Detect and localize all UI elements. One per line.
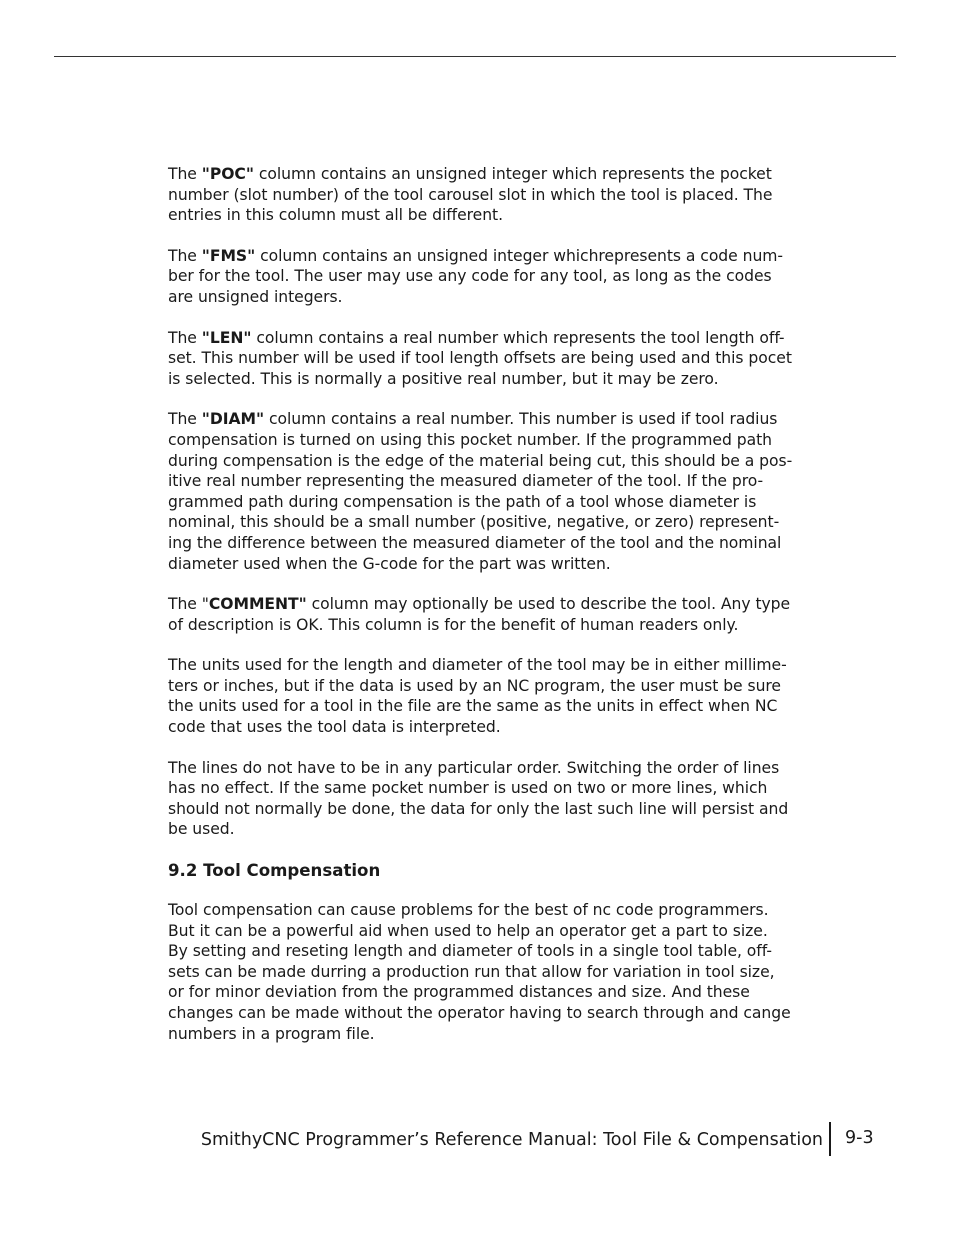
paragraph-len [168, 328, 790, 390]
text-run: The [168, 246, 202, 265]
paragraph-line: code that uses the tool data is interpreted. [168, 718, 501, 737]
paragraph-line: nominal, this should be a small number (positive, negative, or zero) represent- [168, 513, 780, 532]
paragraph-line: should not normally be done, the data for only the last such line will persist and [168, 799, 789, 818]
paragraph-line: the units used for a tool in the file are the same as the units in effect when NC [168, 697, 778, 716]
page-content [168, 164, 793, 1064]
paragraph-line: changes can be made without the operator having to search through and cange [168, 1004, 791, 1022]
paragraph-line: itive real number representing the measured diameter of the tool. If the pro- [168, 472, 764, 491]
paragraph-line: be used. [168, 820, 235, 839]
paragraph-line: set. This number will be used if tool length offsets are being used and this pocet [168, 349, 792, 368]
paragraph-line: compensation is turned on using this pocket number. If the programmed path [168, 430, 772, 449]
paragraph-line: has no effect. If the same pocket number is used on two or more lines, which [168, 779, 768, 798]
paragraph-line [168, 328, 790, 349]
section-heading: 9.2 Tool Compensation [168, 861, 381, 881]
paragraph-diam [168, 409, 793, 574]
paragraph-line: The lines do not have to be in any particular order. Switching the order of lines [168, 758, 780, 777]
paragraph-line: ber for the tool. The user may use any code for any tool, as long as the codes [168, 267, 772, 286]
paragraph-line [168, 594, 790, 615]
paragraph-line: is selected. This is normally a positive real number, but it may be zero. [168, 369, 719, 388]
term-len: "LEN" [201, 328, 252, 347]
text-run: column contains an unsigned integer which represents the pocket [253, 165, 772, 183]
text-run: The [168, 165, 202, 183]
paragraph-line: of description is OK. This column is for the benefit of human readers only. [168, 615, 739, 634]
page-number: 9-3 [845, 1128, 874, 1148]
paragraph-line: are unsigned integers. [168, 287, 343, 306]
paragraph-line: The units used for the length and diameter of the tool may be in either millime- [168, 656, 787, 675]
paragraph-line: But it can be a powerful aid when used to help an operator get a part to size. [168, 921, 768, 940]
paragraph-line: diameter used when the G-code for the part was written. [168, 554, 611, 573]
paragraph-line: ters or inches, but if the data is used by an NC program, the user must be sure [168, 676, 781, 695]
text-run: The [168, 410, 202, 429]
text-run: column contains a real number which represents the tool length off- [251, 328, 785, 347]
paragraph-units [168, 655, 790, 737]
paragraph-line: numbers in a program file. [168, 1024, 375, 1043]
term-poc: "POC" [201, 165, 254, 183]
paragraph-line: or for minor deviation from the programmed distances and size. And these [168, 983, 750, 1002]
term-comment: COMMENT" [208, 595, 307, 614]
paragraph-line [168, 409, 790, 430]
footer-title: SmithyCNC Programmer’s Reference Manual: Tool File & Compensation [200, 1130, 823, 1150]
paragraph-line: during compensation is the edge of the material being cut, this should be a pos- [168, 451, 793, 470]
text-run: The " [168, 595, 209, 614]
paragraph-line: sets can be made durring a production run that allow for variation in tool size, [168, 962, 775, 981]
term-fms: "FMS" [201, 246, 256, 265]
paragraph-line: ing the difference between the measured diameter of the tool and the nominal [168, 533, 782, 552]
paragraph-line-order [168, 758, 790, 840]
paragraph-tool-compensation [168, 900, 790, 1044]
text-run: The [168, 328, 202, 347]
paragraph-line: By setting and reseting length and diameter of tools in a single tool table, off- [168, 942, 772, 961]
text-run: column contains an unsigned integer whichrepresents a code num- [255, 246, 783, 265]
paragraph-fms [168, 246, 790, 308]
paragraph-poc [168, 164, 790, 226]
paragraph-line: Tool compensation can cause problems for the best of nc code programmers. [168, 901, 769, 920]
paragraph-line: entries in this column must all be different. [168, 206, 504, 225]
text-run: column contains a real number. This number is used if tool radius [264, 410, 778, 429]
paragraph-comment [168, 594, 790, 635]
header-rule [54, 56, 896, 57]
term-diam: "DIAM" [201, 410, 265, 429]
paragraph-line [168, 246, 790, 267]
text-run: column may optionally be used to describe the tool. Any type [306, 595, 791, 614]
footer-divider [829, 1122, 831, 1156]
paragraph-line: number (slot number) of the tool carousel slot in which the tool is placed. The [168, 185, 773, 204]
paragraph-line: grammed path during compensation is the path of a tool whose diameter is [168, 492, 757, 511]
paragraph-line [168, 164, 790, 185]
